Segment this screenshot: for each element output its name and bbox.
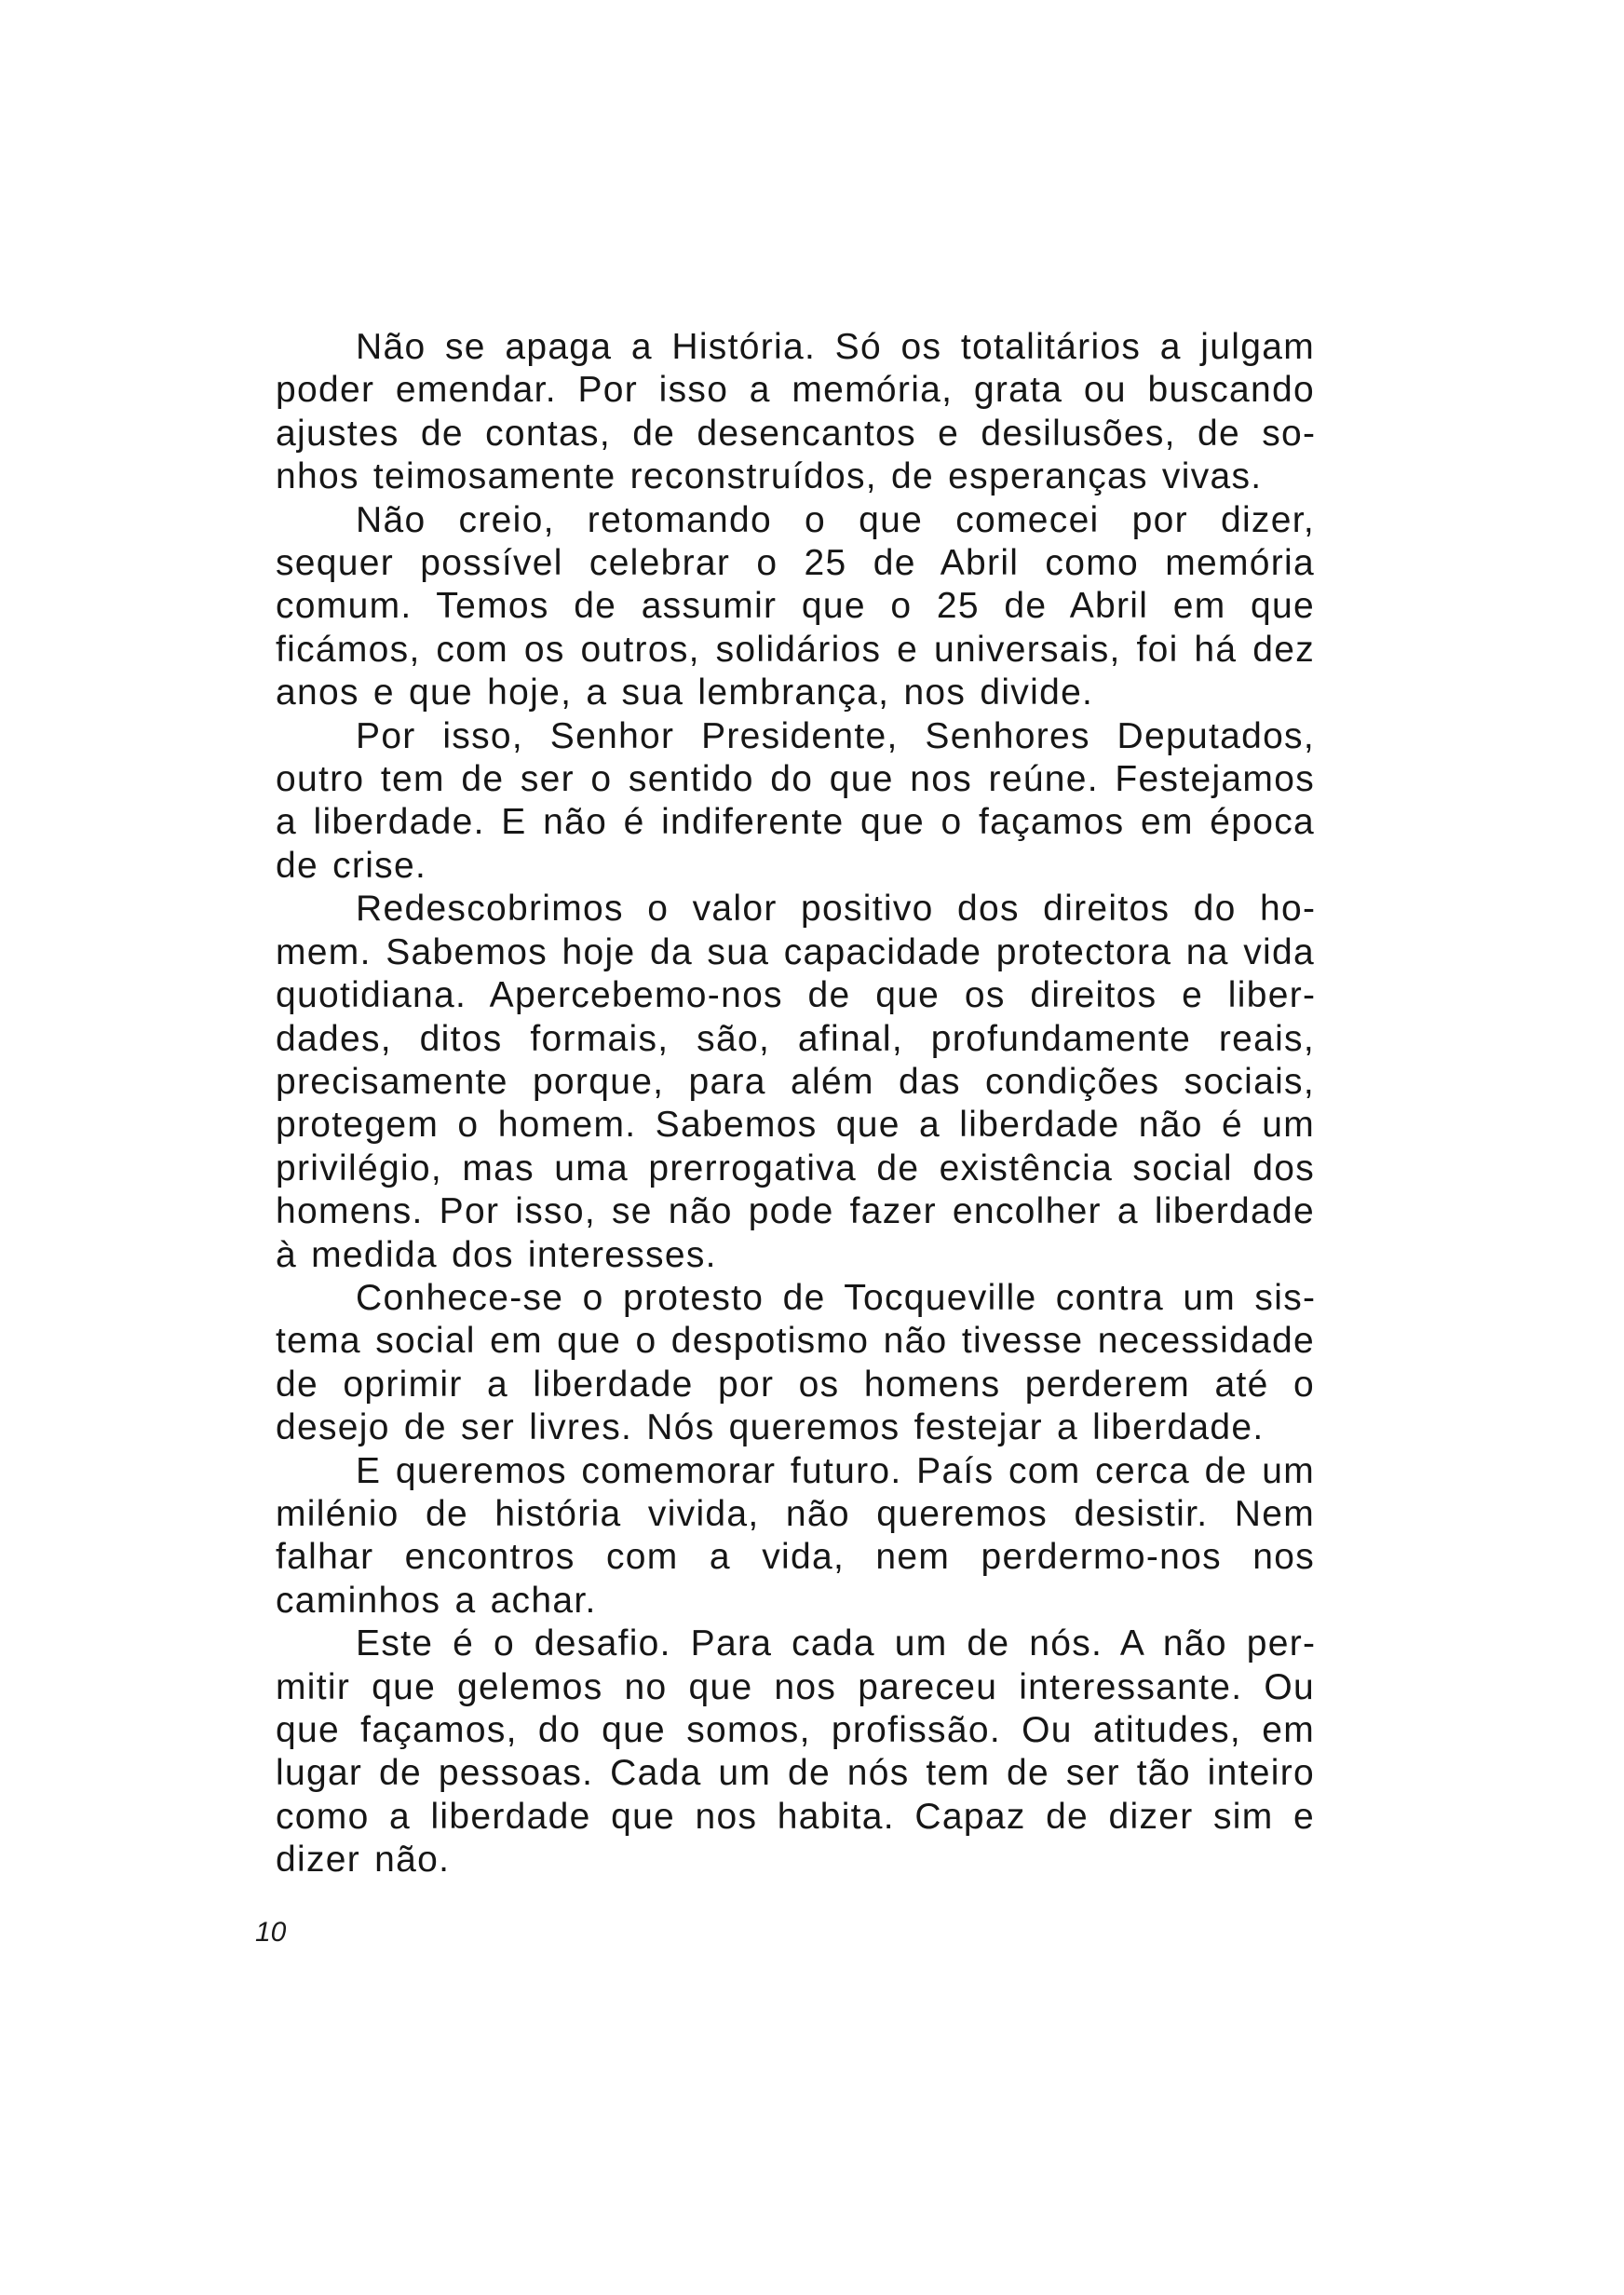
page-number: 10 <box>255 1917 287 1948</box>
body-text <box>276 326 1315 1882</box>
paragraph: Não creio, retomando o que comecei por dizer, sequer possível celebrar o 25 de Abril como memória comum. Temos de assumir que o 25 de Abril em que ficámos, com os outros, solidários e universais, foi há dez anos e que hoje, a sua lembrança, nos divide. <box>276 499 1315 713</box>
paragraph: E queremos comemorar futuro. País com cerca de um milénio de história vivida, não queremos desistir. Nem falhar encontros com a vida, nem perdermo-nos nos caminhos a achar. <box>276 1450 1315 1621</box>
paragraph: Este é o desafio. Para cada um de nós. A não permitir que gelemos no que nos pareceu interessante. Ou que façamos, do que somos, profissão. Ou atitudes, em lugar de pessoas. Cada um de nós tem de ser tão inteiro como a liberdade que nos habita. Capaz de dizer sim e dizer não. <box>276 1623 1315 1881</box>
paragraph: Por isso, Senhor Presidente, Senhores Deputados, outro tem de ser o sentido do que nos reúne. Festejamos a liberdade. E não é indiferente que o façamos em época de crise. <box>276 715 1315 886</box>
paragraph: Redescobrimos o valor positivo dos direitos do homem. Sabemos hoje da sua capacidade protectora na vida quotidiana. Apercebemo-nos de que os direitos e liberdades, ditos formais, são, afinal, profundamente reais, precisamente porque, para além das condições sociais, protegem o homem. Sabemos que a liberdade não é um privilégio, mas uma prerrogativa de existência social dos homens. Por isso, se não pode fazer encolher a liberdade à medida dos interesses. <box>276 889 1315 1275</box>
paragraph: Não se apaga a História. Só os totalitários a julgam poder emendar. Por isso a memória, grata ou buscando ajustes de contas, de desencantos e desilusões, de sonhos teimosamente reconstruídos, de esperanças vivas. <box>276 327 1315 497</box>
paragraph: Conhece-se o protesto de Tocqueville contra um sistema social em que o despotismo não tivesse necessidade de oprimir a liberdade por os homens perderem até o desejo de ser livres. Nós queremos festejar a liberdade. <box>276 1277 1315 1448</box>
